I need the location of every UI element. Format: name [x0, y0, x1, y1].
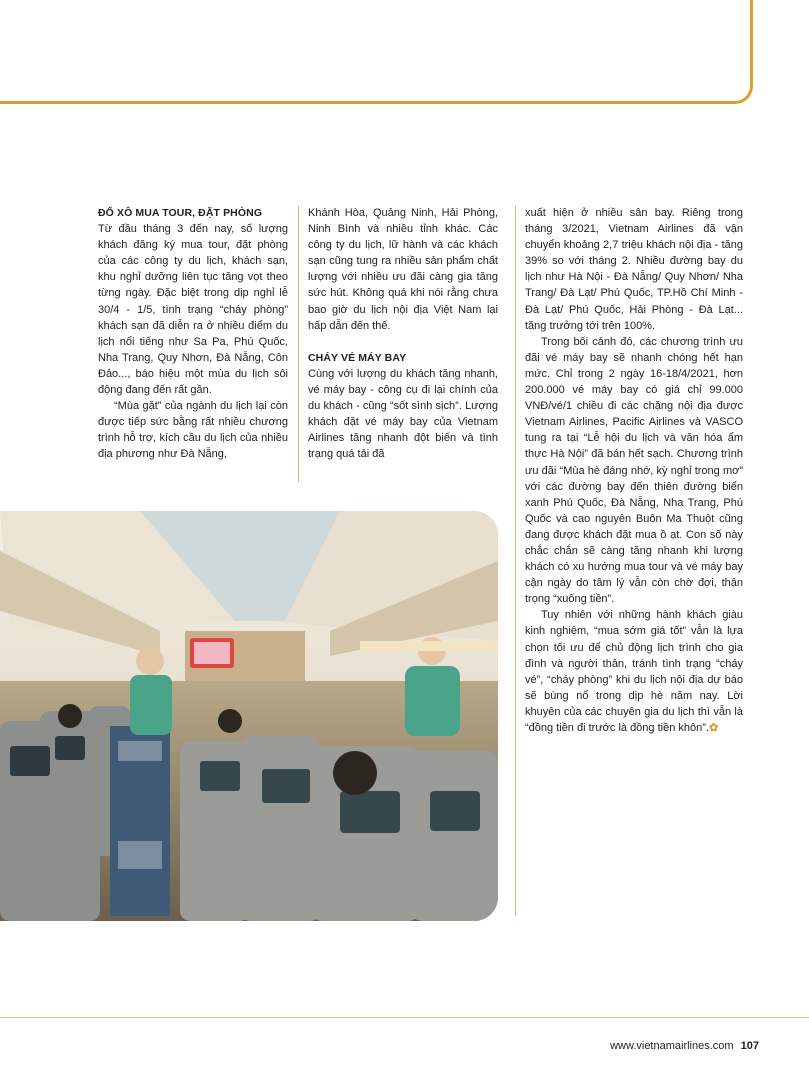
paragraph: Trong bối cảnh đó, các chương trình ưu đãi vé máy bay sẽ nhanh chóng hết hạn mức. Chỉ trong 2 ngày 16-18/4/2021, hơn 200.000 vé máy bay có giá chỉ 99.000 VNĐ/vé/1 chiều đi các chặng nội địa được Vietnam Airlines, Pacific Airlines và VASCO tung ra tại “Lễ hội du lịch và văn hóa ẩm thực Hà Nội” đã bán hết sạch. Chương trình ưu đãi “Mùa hè đáng nhớ, kỳ nghỉ trong mơ” với các đường bay đến thiên đường biển xanh Phú Quốc, Đà Nẵng, Nha Trang, Phú Quốc và cao nguyên Buôn Ma Thuột cũng đang được khách đặt mua ồ ạt. Con số này chắc chắn sẽ càng tăng nhanh khi lượng khách có xu hướng mua tour và vé máy bay cận ngày do tâm lý vẫn còn chờ đợi, thận trọng “xuống tiền”.	[525, 335, 743, 606]
paragraph: “Mùa gặt” của ngành du lịch lại còn được tiếp sức bằng rất nhiều chương trình hỗ trợ, kích cầu du lịch của nhiều địa phương như Đà Nẵng,	[98, 400, 288, 461]
column-divider	[515, 206, 516, 916]
paragraph-last	[525, 607, 743, 736]
section-heading-tour: ĐỔ XÔ MUA TOUR, ĐẶT PHÒNG	[98, 207, 263, 219]
page-footer	[610, 1040, 759, 1052]
lotus-end-icon: ✿	[708, 722, 719, 734]
paragraph: xuất hiện ở nhiều sân bay. Riêng trong tháng 3/2021, Vietnam Airlines đã vận chuyển khoảng 2,7 triệu khách nội địa - tăng 39% so với tháng 2. Nhiều đường bay du lịch như Hà Nội - Đà Nẵng/ Quy Nhơn/ Nha Trang/ Đà Lạt/ Phú Quốc, TP.Hồ Chí Minh - Đà Lạt/ Phú Quốc, Hải Phòng - Đà Lạt... tăng trưởng tới trên 100%.	[525, 207, 743, 332]
paragraph: Khánh Hòa, Quảng Ninh, Hải Phòng, Ninh Bình và nhiều tỉnh khác. Các công ty du lịch, lữ hành và các khách sạn cũng tung ra nhiều sản phẩm chất lượng với nhiều ưu đãi càng gia tăng sức hút. Không quá khi nói rằng chưa bao giờ du lịch nội địa Việt Nam lại hấp dẫn đến thế.	[308, 207, 498, 332]
top-decorative-frame	[0, 0, 753, 104]
article-column-1	[98, 205, 288, 463]
column-divider	[298, 206, 299, 482]
paragraph: Từ đầu tháng 3 đến nay, số lượng khách đăng ký mua tour, đặt phòng của các công ty du lịch, khách sạn, khu nghỉ dưỡng liên tục tăng vọt theo từng ngày. Đặc biệt trong dịp nghỉ lễ 30/4 - 1/5, tình trạng “cháy phòng” khách sạn đã diễn ra ở nhiều điểm du lịch nổi tiếng như Sa Pa, Phú Quốc, Nha Trang, Quy Nhơn, Đà Nẵng, Côn Đảo..., báo hiệu một mùa du lịch sôi động đang đến rất gần.	[98, 223, 288, 397]
website-link[interactable]: www.vietnamairlines.com	[610, 1040, 734, 1052]
article-column-3	[525, 205, 743, 736]
section-heading-tickets: CHÁY VÉ MÁY BAY	[308, 351, 407, 364]
paragraph: Tuy nhiên với những hành khách giàu kinh nghiệm, “mua sớm giá tốt” vẫn là lựa chọn tối ưu để chủ động lịch trình cho gia đình và người thân, tránh tình trạng “cháy vé”, “cháy phòng” khi du lịch nội địa dự báo sẽ bùng nổ trong dịp hè năm nay. Lời khuyên của các chuyên gia du lịch thì vẫn là “đồng tiền đi trước là đồng tiền khôn”.	[525, 609, 743, 734]
footer-divider	[0, 1017, 809, 1018]
airplane-cabin-photo	[0, 511, 498, 921]
article-column-2	[308, 205, 498, 462]
page-number: 107	[740, 1040, 759, 1052]
paragraph: Cùng với lượng du khách tăng nhanh, vé máy bay - công cụ đi lại chính của du khách - cũng “sốt sình sịch”. Lượng khách đặt vé máy bay của Vietnam Airlines tăng nhanh đột biến và tình trạng quá tải đã	[308, 367, 498, 461]
